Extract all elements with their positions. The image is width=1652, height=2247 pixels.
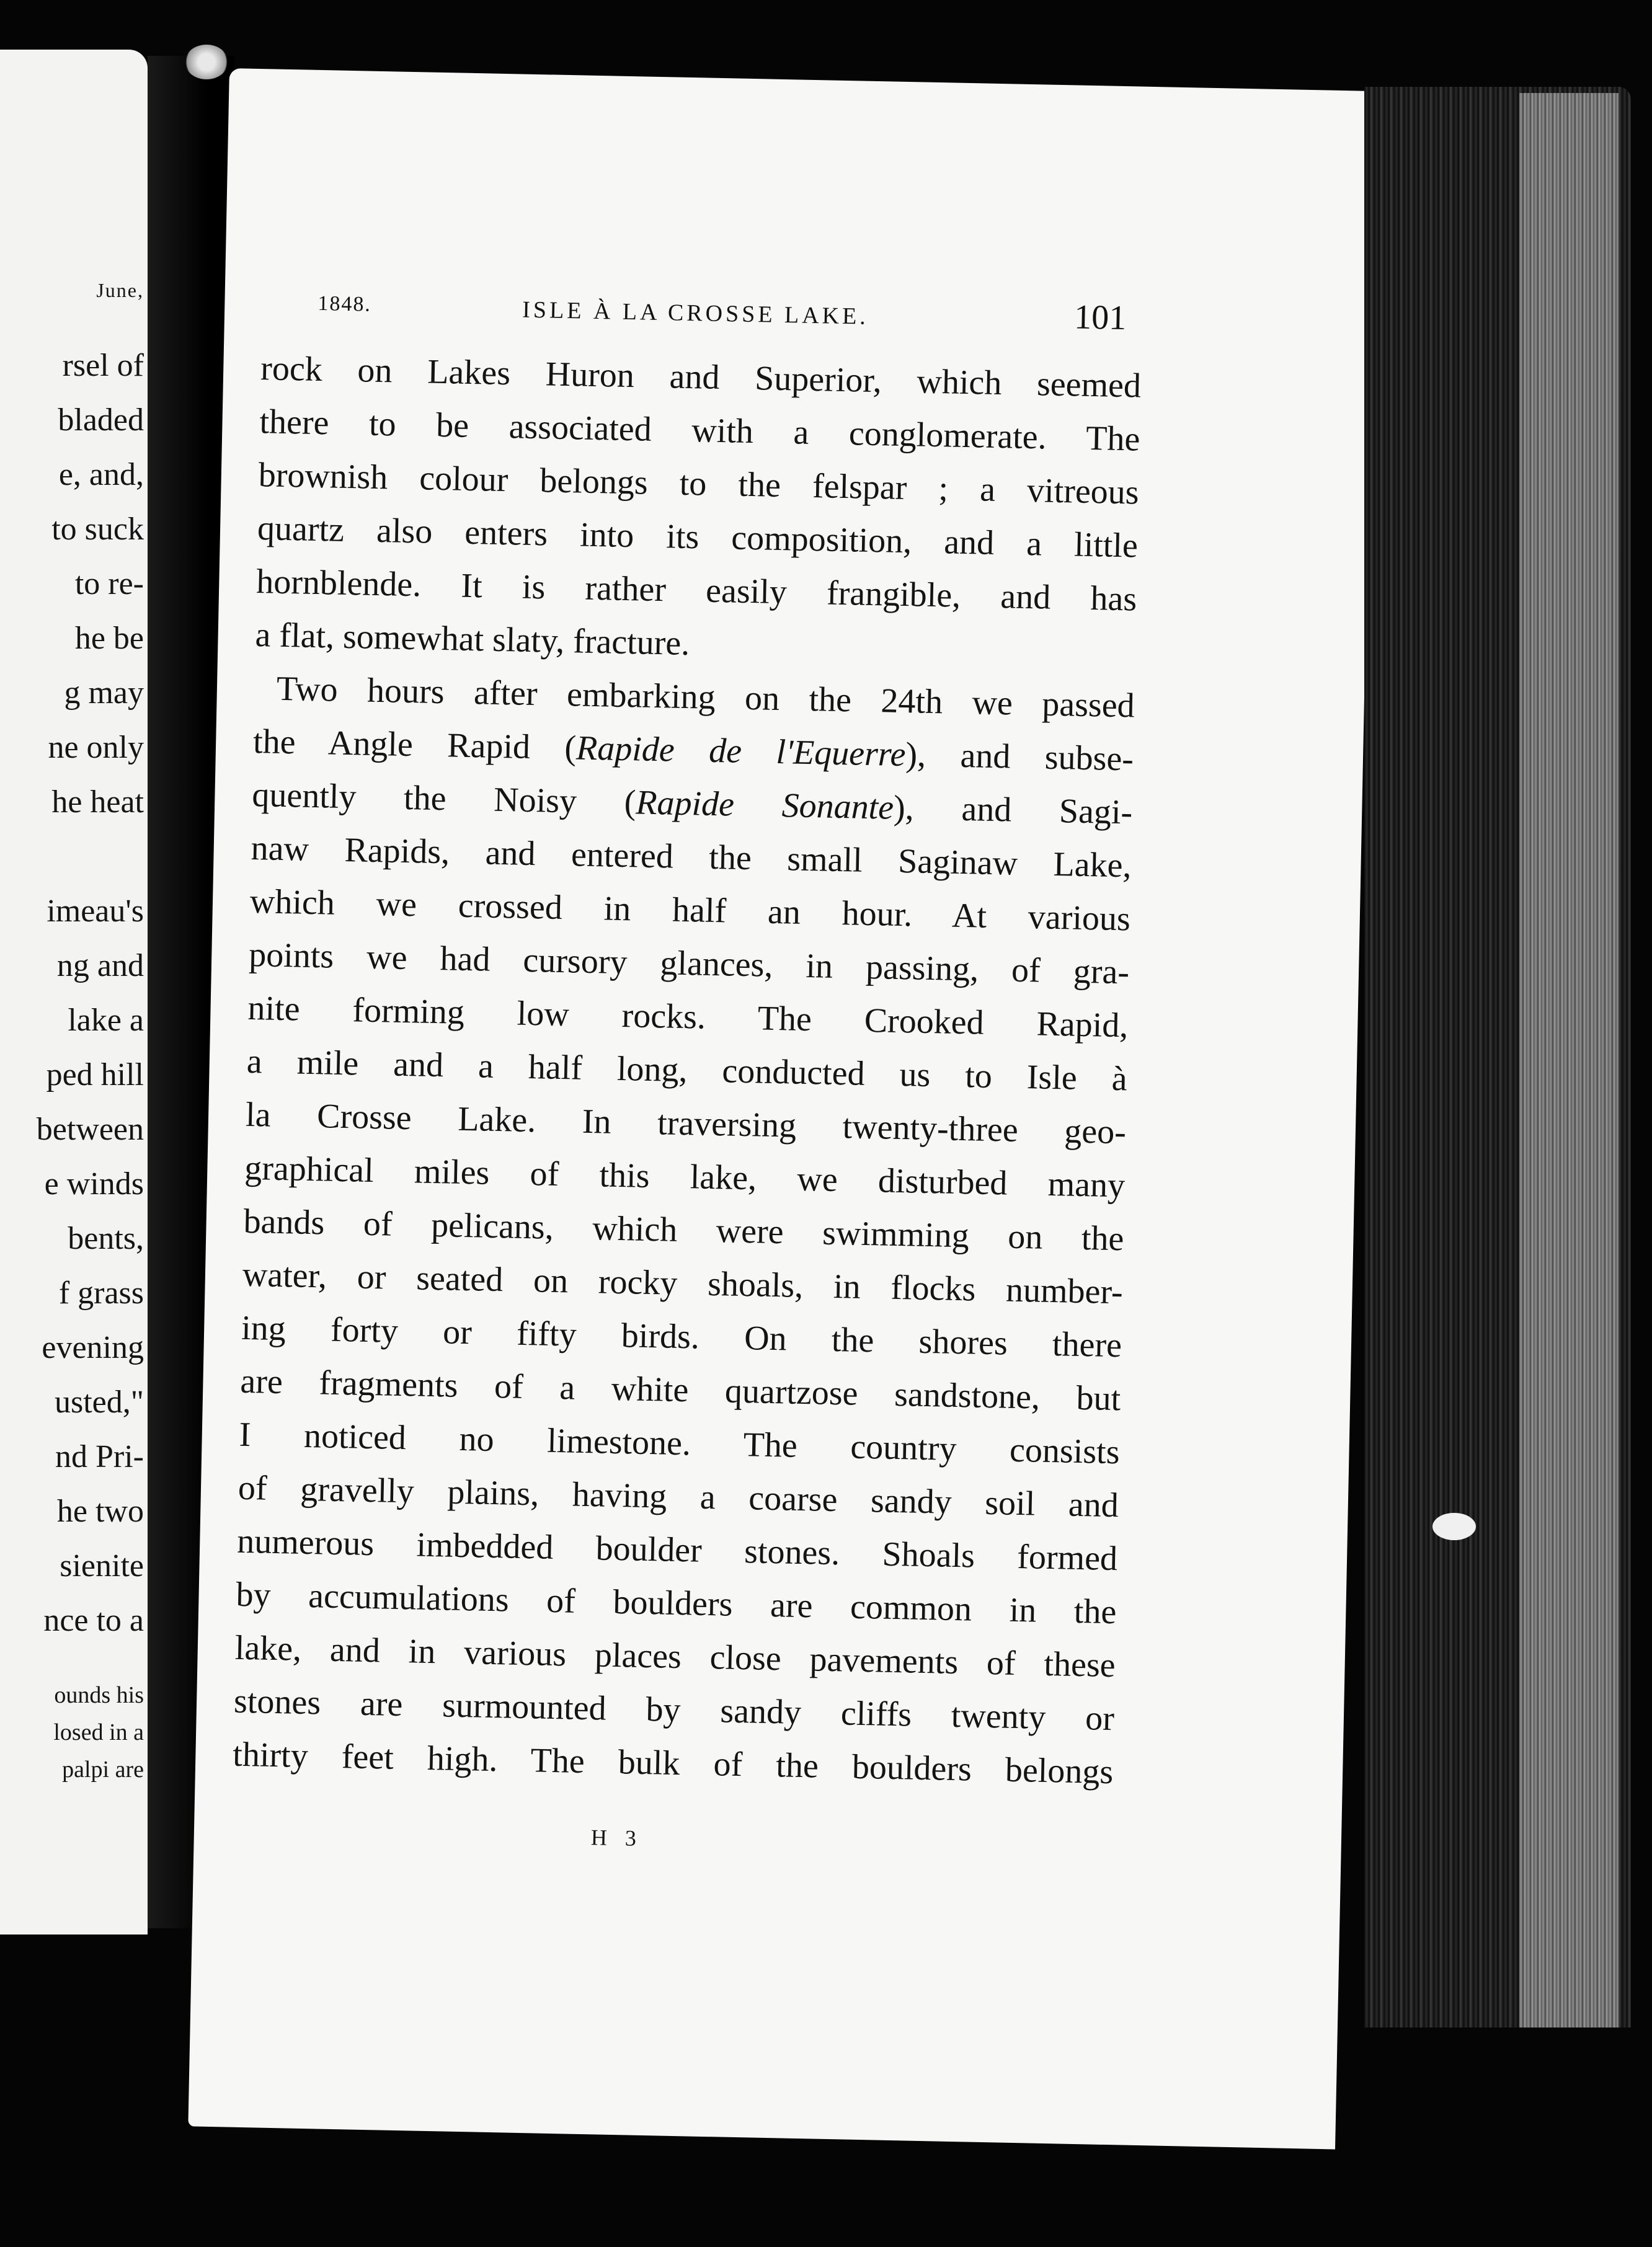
left-page-footnote-line: losed in a: [53, 1719, 144, 1745]
text-segment: I noticed no limestone. The country consists: [239, 1415, 1121, 1472]
text-segment: lake, and in various places close pavements of these: [234, 1628, 1116, 1685]
left-page-line: nd Pri-: [55, 1439, 144, 1474]
left-page-line: imeau's: [47, 893, 144, 929]
left-page-line: usted,": [55, 1385, 144, 1420]
text-segment: ), and Sagi-: [893, 788, 1133, 832]
text-segment: naw Rapids, and entered the small Saginaw Lake,: [251, 828, 1132, 885]
text-segment: nite forming low rocks. The Crooked Rapid,: [247, 988, 1129, 1045]
text-segment: ), and subse-: [905, 735, 1134, 779]
left-page-line: to suck: [51, 512, 144, 547]
left-page-line: he be: [74, 621, 144, 656]
text-segment: Two hours after embarking on the 24th we passed: [276, 669, 1135, 725]
left-page-line: g may: [64, 675, 144, 711]
left-page-line: ne only: [48, 730, 144, 765]
left-page-line: bladed: [58, 402, 144, 438]
left-page-line: nce to a: [43, 1603, 144, 1638]
left-page-fragment: [0, 50, 148, 1935]
page-edges: [1519, 93, 1619, 2028]
left-page-line: lake a: [68, 1003, 144, 1038]
main-page: [188, 68, 1376, 2149]
text-segment: points we had cursory glances, in passing, of gra-: [248, 935, 1130, 992]
text-segment: thirty feet high. The bulk of the boulders belongs: [232, 1735, 1114, 1792]
text-segment: water, or seated on rocky shoals, in flocks number-: [242, 1255, 1124, 1312]
running-head: [262, 280, 1127, 347]
page-number: 101: [1073, 298, 1127, 338]
left-page-header: June,: [96, 279, 144, 301]
text-segment: are fragments of a white quartzose sandstone, but: [239, 1362, 1121, 1419]
body-text: [233, 342, 1142, 1799]
text-segment: stones are surmounted by sandy cliffs twenty or: [233, 1682, 1115, 1739]
left-page-line: bents,: [68, 1221, 144, 1256]
left-page-line: e, and,: [58, 457, 144, 492]
left-page-line: e winds: [44, 1166, 144, 1202]
text-segment: quartz also enters into its composition, and a little: [257, 509, 1139, 565]
dust-speck: [185, 45, 228, 79]
left-page-footnote-line: ounds his: [54, 1682, 144, 1708]
italic-text: Rapide Sonante: [635, 783, 894, 827]
text-segment: of gravelly plains, having a coarse sandy soil and: [238, 1468, 1119, 1525]
left-page-line: evening: [42, 1330, 144, 1365]
left-page-line: between: [36, 1112, 144, 1147]
left-page-line: he heat: [51, 784, 144, 820]
left-page-line: he two: [56, 1494, 144, 1529]
left-page-line: ped hill: [46, 1057, 144, 1092]
text-segment: which we crossed in half an hour. At various: [249, 882, 1131, 939]
text-segment: numerous imbedded boulder stones. Shoals formed: [236, 1522, 1118, 1579]
left-page-line: f grass: [58, 1275, 144, 1311]
left-page-footnote-line: palpi are: [62, 1757, 144, 1783]
left-page-line: rsel of: [62, 348, 144, 383]
text-segment: the Angle Rapid (: [252, 722, 577, 768]
text-segment: a mile and a half long, conducted us to Isle à: [246, 1042, 1128, 1099]
text-segment: a flat, somewhat slaty, fracture.: [255, 616, 690, 663]
signature-mark: H 3: [590, 1825, 643, 1851]
text-segment: graphical miles of this lake, we disturbed many: [244, 1148, 1126, 1205]
text-segment: by accumulations of boulders are common in the: [235, 1575, 1117, 1632]
text-segment: hornblende. It is rather easily frangible, and has: [255, 562, 1137, 619]
text-segment: quently the Noisy (: [251, 775, 637, 822]
left-page-line: to re-: [74, 566, 144, 601]
paper-fleck: [1432, 1513, 1476, 1540]
text-segment: there to be associated with a conglomerate. The: [259, 402, 1140, 459]
left-page-line: ng and: [56, 948, 144, 983]
text-segment: bands of pelicans, which were swimming on the: [243, 1202, 1125, 1259]
left-page-line: sienite: [60, 1548, 144, 1584]
running-head-title: ISLE À LA CROSSE LAKE.: [522, 296, 869, 330]
running-head-year: 1848.: [318, 291, 372, 316]
italic-text: Rapide de l'Equerre: [575, 729, 907, 774]
text-segment: rock on Lakes Huron and Superior, which seemed: [260, 349, 1142, 406]
text-segment: la Crosse Lake. In traversing twenty-three geo-: [245, 1095, 1127, 1152]
text-segment: ing forty or fifty birds. On the shores there: [241, 1308, 1122, 1365]
text-segment: brownish colour belongs to the felspar ; a vitreous: [258, 456, 1140, 512]
